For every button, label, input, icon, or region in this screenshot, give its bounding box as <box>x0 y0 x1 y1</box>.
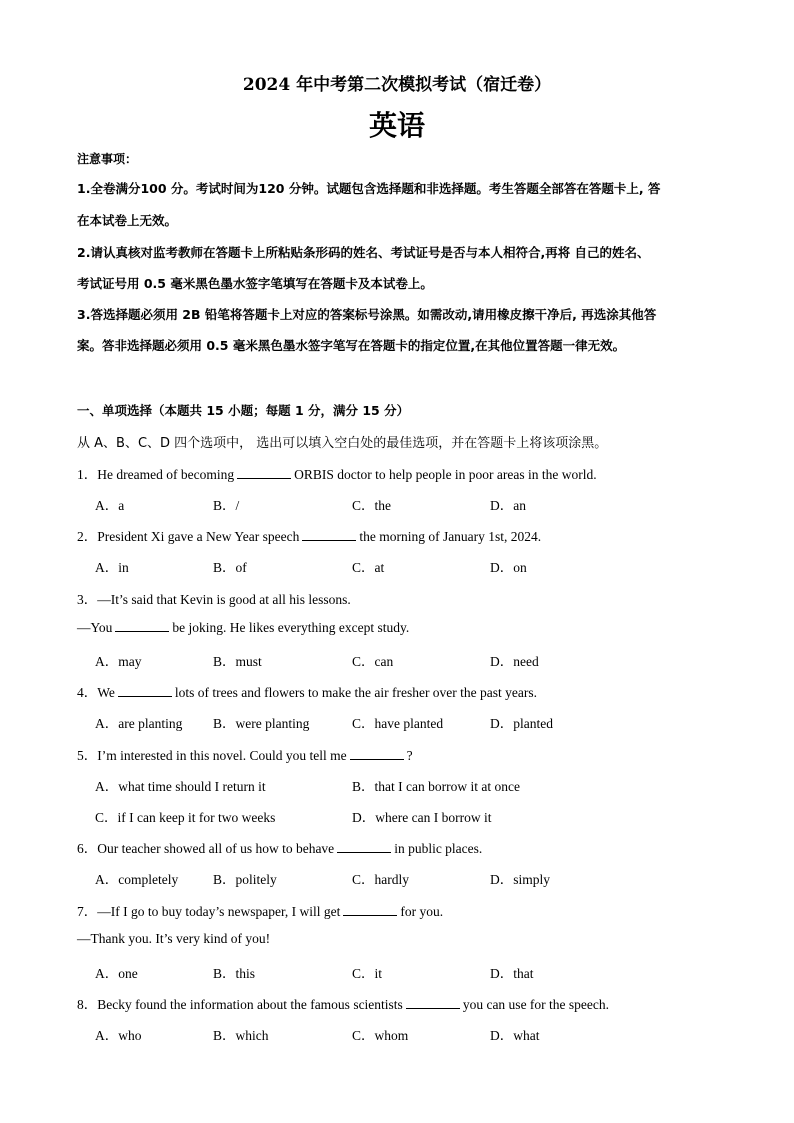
question-2 <box>77 525 541 545</box>
question-text: be joking. He likes everything except study. <box>172 620 410 635</box>
question-text: —You <box>77 620 113 635</box>
option-d: D．need <box>490 654 539 669</box>
subject-title: 英语 <box>368 109 425 142</box>
option-d: D．on <box>490 560 527 575</box>
option-d: D．that <box>490 966 534 981</box>
question-text: lots of trees and flowers to make the air fresher over the past years. <box>174 685 538 700</box>
option-b: B．of <box>213 560 247 575</box>
note-item-1-line-1: 1.全卷满分100 分。考试时间为120 分钟。试题包含选择题和非选择题。考生答题全部答在答题卡上, 答 <box>77 181 661 196</box>
note-item-3-line-1: 3.答选择题必须用 2B 铅笔将答题卡上对应的答案标号涂黑。如需改动,请用橡皮擦干净后, 再选涂其他答 <box>77 307 657 322</box>
question-3: 3．—It’s said that Kevin is good at all his lessons. <box>77 592 351 607</box>
option-b: B．/ <box>213 498 240 513</box>
question-5 <box>77 744 413 764</box>
question-text: in public places. <box>394 841 483 856</box>
option-a: A．are planting <box>95 716 183 731</box>
question-6 <box>77 837 482 857</box>
option-b: B．must <box>213 654 262 669</box>
answer-blank <box>115 619 169 632</box>
question-text: for you. <box>400 904 444 919</box>
question-text: 7．—If I go to buy today’s newspaper, I will get <box>77 904 341 919</box>
option-a: A．one <box>95 966 138 981</box>
option-c: C．can <box>352 654 394 669</box>
option-c: C．have planted <box>352 716 444 731</box>
question-text: 5．I’m interested in this novel. Could you tell me <box>77 748 347 763</box>
exam-title: 2024 年中考第二次模拟考试（宿迁卷） <box>242 75 552 95</box>
option-c: C．whom <box>352 1028 409 1043</box>
option-a: A．who <box>95 1028 142 1043</box>
option-b: B．were planting <box>213 716 310 731</box>
option-c: C．the <box>352 498 391 513</box>
answer-blank <box>337 840 391 853</box>
option-b: B．politely <box>213 872 277 887</box>
option-d: D．an <box>490 498 526 513</box>
question-text: the morning of January 1st, 2024. <box>359 529 542 544</box>
question-text: you can use for the speech. <box>462 997 610 1012</box>
option-a: A．completely <box>95 872 179 887</box>
option-a: A．may <box>95 654 142 669</box>
option-d: D．what <box>490 1028 540 1043</box>
question-text: 8．Becky found the information about the famous scientists <box>77 997 403 1012</box>
question-text: 6．Our teacher showed all of us how to behave <box>77 841 335 856</box>
option-a: A．in <box>95 560 129 575</box>
answer-blank <box>350 747 404 760</box>
question-8 <box>77 993 609 1013</box>
option-d: D．where can I borrow it <box>352 810 492 825</box>
answer-blank <box>118 684 172 697</box>
option-b: B．this <box>213 966 256 981</box>
answer-blank <box>237 466 291 479</box>
question-4 <box>77 681 537 701</box>
answer-blank <box>302 528 356 541</box>
question-text: ORBIS doctor to help people in poor areas in the world. <box>294 467 597 482</box>
section-heading: 一、单项选择（本题共 15 小题；每题 1 分，满分 15 分） <box>77 403 410 418</box>
notes-heading: 注意事项： <box>77 152 138 166</box>
option-c: C．if I can keep it for two weeks <box>95 810 276 825</box>
section-instruction: 从 A、B、C、D 四个选项中， 选出可以填入空白处的最佳选项，并在答题卡上将该项涂黑。 <box>77 436 608 451</box>
option-a: A．a <box>95 498 125 513</box>
question-text: 1．He dreamed of becoming <box>77 467 235 482</box>
question-text: ? <box>406 748 413 763</box>
option-a: A．what time should I return it <box>95 779 266 794</box>
question-7-reply: —Thank you. It’s very kind of you! <box>77 931 271 946</box>
note-item-2-line-1: 2.请认真核对监考教师在答题卡上所粘贴条形码的姓名、考试证号是否与本人相符合,再将 自己的姓名、 <box>77 245 650 260</box>
option-c: C．at <box>352 560 385 575</box>
option-c: C．it <box>352 966 383 981</box>
question-text: 4．We <box>77 685 115 700</box>
answer-blank <box>343 903 397 916</box>
question-text: 2．President Xi gave a New Year speech <box>77 529 300 544</box>
note-item-2-line-2: 考试证号用 0.5 毫米黑色墨水签字笔填写在答题卡及本试卷上。 <box>77 276 433 291</box>
answer-blank <box>406 996 460 1009</box>
option-d: D．planted <box>490 716 553 731</box>
question-1 <box>77 463 597 483</box>
question-3-reply <box>77 619 409 636</box>
note-item-3-line-2: 案。答非选择题必须用 0.5 毫米黑色墨水签字笔写在答题卡的指定位置,在其他位置答题一律无效。 <box>77 338 626 353</box>
note-item-1-line-2: 在本试卷上无效。 <box>77 213 178 228</box>
option-d: D．simply <box>490 872 551 887</box>
option-b: B．that I can borrow it at once <box>352 779 520 794</box>
option-c: C．hardly <box>352 872 409 887</box>
question-7 <box>77 900 443 920</box>
option-b: B．which <box>213 1028 269 1043</box>
